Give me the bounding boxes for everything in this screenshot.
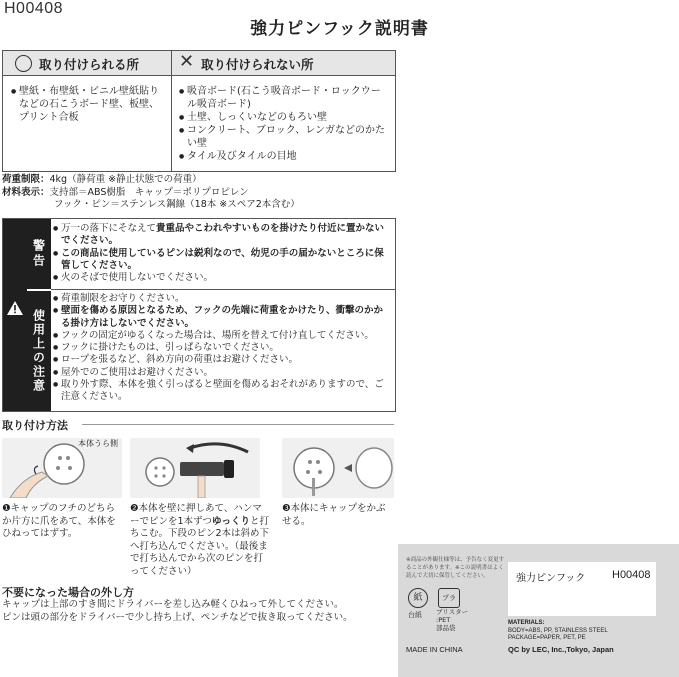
ng-heading: 取り付けられない所 (201, 57, 314, 72)
step3-illustration (282, 438, 394, 498)
cap-attach-icon (282, 438, 394, 498)
warning-triangle-icon (7, 301, 23, 315)
removal-text (2, 599, 396, 624)
caution-item: ● 壁面を傷める原因となるため、フックの先端に荷重をかけたり、衝撃のかかる掛け方はしないでください。 (53, 305, 391, 330)
circle-ok-icon (15, 55, 32, 72)
ok-heading: 取り付けられる所 (39, 57, 140, 72)
material-line-2: フック・ピン＝ステンレス鋼線（18本 ※スペア2本含む） (54, 199, 300, 210)
caution-label: 使用上の注意 (31, 309, 46, 393)
ng-item: ● コンクリート、ブロック、レンガなどのかたい壁 (179, 124, 389, 150)
warning-item: ● 万一の落下にそなえて貴重品やこわれやすいものを掛けたり付近に置かないでください。 (53, 223, 391, 248)
caution-item: ● フックの固定がゆるくなった場合は、場所を替えて付け直してください。 (53, 330, 391, 342)
warning-divider (51, 289, 395, 290)
material-label: 材料表示： (2, 186, 50, 198)
removal-line-1: キャップは上部のすき間にドライバーを差し込み軽くひねって外してください。 (2, 599, 344, 610)
specs (2, 174, 394, 212)
hammer-icon (130, 438, 260, 498)
mount-table (2, 50, 396, 172)
load-label: 荷重制限： (2, 174, 50, 185)
label-box (508, 562, 656, 616)
paper-label: 台紙 (408, 611, 422, 619)
ng-item: ● 吸音ボード(石こう吸音ボード・ロックウール吸音ボード) (179, 85, 389, 111)
step3-text: ❸本体にキャップをかぶせる。 (282, 503, 386, 527)
label-product-code: H00408 (612, 569, 651, 581)
load-value: 4kg（静荷重 ※静止状態での荷重） (49, 174, 202, 185)
mount-table-divider (171, 51, 172, 171)
product-code: H00408 (4, 0, 64, 17)
ng-item: ● タイル及びタイルの目地 (179, 150, 389, 163)
install-heading-rule (82, 424, 394, 425)
caution-item: ● 荷重制限をお守りください。 (53, 293, 391, 305)
warning-list (53, 223, 391, 284)
qc-line: QC by LEC, Inc.,Tokyo, Japan (508, 645, 614, 654)
blister-label: ブリスター :PET 部品袋 (436, 608, 469, 632)
caution-item: ● 屋外でのご使用はお避けください。 (53, 367, 391, 379)
warning-label: 警告 (31, 239, 46, 269)
ng-item: ● 土壁、しっくいなどのもろい壁 (179, 111, 389, 124)
ok-list (11, 85, 161, 124)
warning-item: ● 火のそばで使用しないでください。 (53, 272, 391, 284)
plastic-recycle-icon: プラ (438, 588, 460, 608)
ok-item: ● 壁紙・布壁紙・ビニル壁紙貼りなどの石こうボード壁、板壁、プリント合板 (11, 85, 161, 124)
caution-item: ● 取り外す際、本体を強く引っぱると壁面を傷めるおそれがありますので、ご注意ください。 (53, 379, 391, 404)
caution-item: ● フックに掛けたものは、引っぱらないでください。 (53, 342, 391, 354)
step2-illustration (130, 438, 260, 498)
material-line-1: 支持部＝ABS樹脂 キャップ＝ポリプロピレン (49, 186, 249, 198)
warning-item: ● この商品に使用しているピンは鋭利なので、幼児の手の届かないところに保管してください。 (53, 248, 391, 273)
install-heading: 取り付け方法 (2, 419, 68, 432)
caution-list (53, 293, 391, 404)
step2-text: ❷本体を壁に押しあて、ハンマーでピンを1本ずつゆっくりと打ちこむ。下段のピン2本は斜め下へ打ち込んでください。（最後まで打ち込んでから次のピンを打ってください） (130, 503, 270, 577)
materials: MATERIALS: BODY=ABS, PP, STAINLESS STEEL PACKAGE=PAPER, PET, PE (508, 620, 608, 641)
step1-caption: 本体うら側 (78, 439, 118, 448)
made-in: MADE IN CHINA (406, 645, 463, 654)
step1-text: ❶キャップのフチのどちらか片方に爪をあて、本体をひねってはずす。 (2, 503, 116, 539)
ng-list (179, 85, 389, 163)
package-panel (398, 544, 679, 677)
page-title: 強力ピンフック説明書 (250, 19, 429, 39)
removal-line-2: ピンは頭の部分をドライバーで少し持ち上げ、ペンチなどで抜き取ってください。 (2, 611, 353, 623)
removal-heading: 不要になった場合の外し方 (2, 586, 134, 599)
paper-recycle-icon: 紙 (408, 588, 428, 608)
package-note: ※商品の外観仕様等は、予告なく変更することがあります。※この説明書はよく読んで大切に保管してください。 (406, 557, 505, 579)
warning-box (2, 218, 396, 412)
caution-item: ● ロープを張るなど、斜め方向の荷重はお避けください。 (53, 354, 391, 366)
step1-illustration (2, 438, 122, 498)
cross-ng-icon: ✕ (179, 51, 195, 72)
label-product-name: 強力ピンフック (516, 573, 586, 584)
